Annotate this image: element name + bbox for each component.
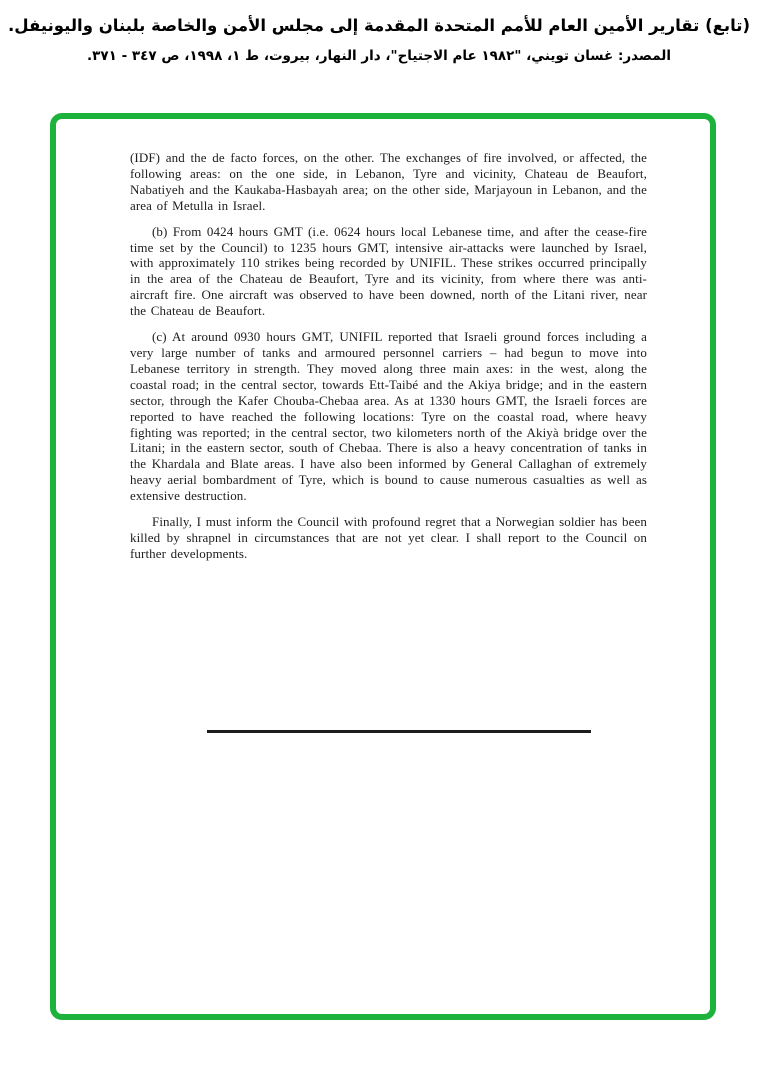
header-source-arabic: المصدر: غسان تويني، "١٩٨٢ عام الاجتياح"، دار النهار، بيروت، ط ١، ١٩٩٨، ص ٣٤٧ - ٣٧١. xyxy=(87,48,671,64)
page-divider xyxy=(207,730,591,733)
paragraph-closing: Finally, I must inform the Council with profound regret that a Norwegian soldier has been killed by shrapnel in circumstances that are not yet clear. I shall report to the Council on further developments. xyxy=(130,514,647,561)
paragraph-continuation: (IDF) and the de facto forces, on the other. The exchanges of fire involved, or affected, the following areas: on the one side, in Lebanon, Tyre and vicinity, Chateau de Beaufort, Nabatiyeh and the Kaukaba-Hasbayah area; on the other side, Marjayoun in Lebanon, and the area of Metulla in Israel. xyxy=(130,150,647,213)
paragraph-point-c: (c) At around 0930 hours GMT, UNIFIL reported that Israeli ground forces including a very large number of tanks and armoured personnel carriers – had begun to move into Lebanese territory in strength. They moved along three main axes: in the west, along the coastal road; in the central sector, towards Ett-Taibé and the Akiya bridge; and in the eastern sector, through the Kafer Chouba-Chebaa area. As at 1330 hours GMT, the Israeli forces are reported to have reached the following locations: Tyre on the coastal road, where heavy fighting was reported; in the central sector, two kilometers north of the Akiyà bridge over the Litani; in the eastern sector, south of Chebaa. There is also a heavy concentration of tanks in the Khardala and Blate areas. I have also been informed by General Callaghan of extremely heavy aerial bombardment of Tyre, which is bound to cause numerous casualties as well as extensive destruction. xyxy=(130,329,647,504)
document-frame xyxy=(50,113,716,1020)
page-header xyxy=(0,14,758,66)
header-title-arabic: (تابع) تقارير الأمين العام للأمم المتحدة المقدمة إلى مجلس الأمن والخاصة بلبنان واليونيفل. xyxy=(7,16,751,35)
document-body xyxy=(130,150,647,572)
paragraph-point-b: (b) From 0424 hours GMT (i.e. 0624 hours local Lebanese time, and after the cease-fire time set by the Council) to 1235 hours GMT, intensive air-attacks were launched by Israel, with approximately 110 strikes being recorded by UNIFIL. These strikes occurred principally in the area of the Chateau de Beaufort, Tyre and its vicinity, from where there was anti-aircraft fire. One aircraft was observed to have been downed, north of the Litani river, near the Chateau de Beaufort. xyxy=(130,223,647,319)
